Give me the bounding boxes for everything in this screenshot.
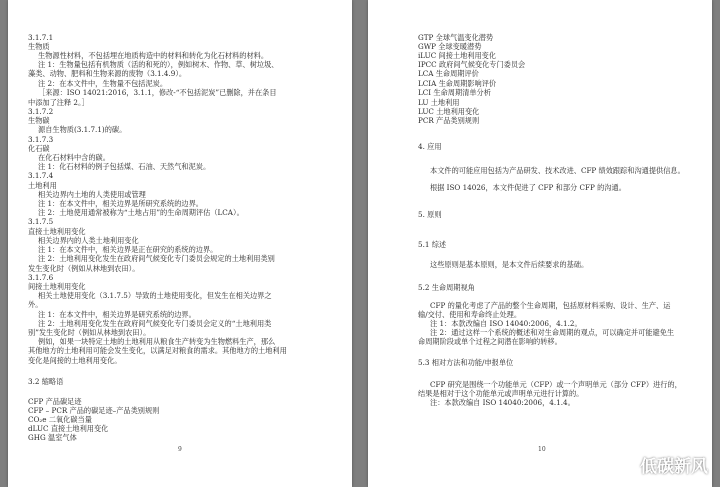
term-heading: 间接土地利用变化: [28, 282, 86, 291]
note-text: 注 2：土地利用变化发生在政府间气候变化专门委员会规定的土地利用类别: [38, 254, 275, 263]
clause-number: 3.1.7.6: [28, 273, 54, 282]
term-heading: 直接土地利用变化: [28, 227, 86, 236]
note-text: 注 2：在本文件中，生物量不包括泥炭。: [38, 79, 168, 88]
note-text: 注 2：土地利用变化发生在政府间气候变化专门委员会定义的“土地利用类: [38, 319, 272, 328]
document-page-10: [368, 0, 712, 487]
body-paragraph: 根据 ISO 14026，本文件促进了 CFP 和部分 CFP 的沟通。: [430, 183, 626, 192]
abbreviation-item: LCI 生命周期清单分析: [418, 88, 491, 97]
source-text: 中添加了注释 2。］: [28, 98, 89, 107]
note-text: 注 1：在本文件中，相关边界是研究系统的边界。: [38, 310, 196, 319]
clause-number: 3.1.7.1: [28, 33, 54, 42]
note-text: 注 1：在本文件中，相关边界是所研究系统的边界。: [38, 199, 203, 208]
note-text: 注 1：本款改编自 ISO 14040:2006，4.1.2。: [430, 319, 582, 328]
body-paragraph: 输/交付、使用和寿命终止处理。: [418, 310, 522, 319]
abbreviation-item: GHG 温室气体: [28, 433, 77, 442]
example-text: 其他地方的土地利用可能会发生变化，以满足对粮食的需求。其他地方的土地利用: [28, 346, 287, 355]
definition-text: 在化石材料中含的碳。: [38, 153, 110, 162]
abbreviation-item: iLUC 间接土地利用变化: [418, 51, 497, 60]
example-text: 例如，如果一块特定土地的土地利用从粮食生产转变为生物燃料生产，那么: [38, 337, 276, 346]
term-heading: 化石碳: [28, 144, 50, 153]
note-text: 藻类、动物、肥料和生物来源的废物（3.1.4.9）。: [28, 69, 187, 78]
watermark-text: 低碳新风: [640, 457, 708, 477]
subsection-heading: 5.1 综述: [418, 240, 447, 249]
term-heading: 生物碳: [28, 116, 50, 125]
definition-text: 源自生物质(3.1.7.1)的碳。: [38, 125, 127, 134]
abbreviation-item: LUC 土地利用变化: [418, 107, 480, 116]
clause-number: 3.1.7.2: [28, 107, 54, 116]
term-heading: 生物质: [28, 42, 50, 51]
definition-text: 相关土地使用变化（3.1.7.5）导致的土地使用变化，但发生在相关边界之: [38, 291, 272, 300]
clause-number: 3.1.7.5: [28, 217, 54, 226]
section-heading: 4. 应用: [418, 142, 442, 151]
definition-text: 相关边界内土地的人类使用或管理: [38, 190, 146, 199]
weibo-style-logo-icon: [616, 456, 636, 474]
example-text: 变化是间接的土地利用变化。: [28, 356, 122, 365]
page-number: 9: [178, 446, 182, 453]
abbreviation-item: LCA 生命周期评价: [418, 69, 479, 78]
page-number: 10: [538, 446, 546, 453]
note-text: 注 1：在本文件中，相关边界是正在研究的系统的边界。: [38, 245, 218, 254]
note-text: 注 1：化石材料的例子包括煤、石油、天然气和泥炭。: [38, 162, 211, 171]
body-paragraph: 这些原则是基本原则，是本文件后续要求的基础。: [430, 260, 589, 269]
section-heading: 5. 原则: [418, 210, 442, 219]
watermark: [616, 452, 708, 477]
body-paragraph: CFP 研究是围绕一个功能单元（CFP）或一个声明单元（部分 CFP）进行的，: [430, 380, 682, 389]
note-text: 注 1：生物量包括有机物质（活的和死的），例如树木、作物、草、树垃圾、: [38, 60, 279, 69]
document-page-9: [8, 0, 352, 487]
abbreviation-item: dLUC 直接土地利用变化: [28, 424, 109, 433]
section-heading: 3.2 缩略语: [28, 377, 64, 386]
note-text: 发生变化时（例如从林地到农田）。: [28, 264, 140, 273]
abbreviation-item: CFP – PCR 产品的碳足迹–产品类别规则: [28, 406, 160, 415]
abbreviation-item: LCIA 生命周期影响评价: [418, 79, 497, 88]
body-paragraph: CFP 的量化考虑了产品的整个生命周期，包括原材料采购、设计、生产、运: [430, 301, 671, 310]
abbreviation-item: LU 土地利用: [418, 98, 460, 107]
abbreviation-item: PCR 产品类别规则: [418, 116, 480, 125]
body-paragraph: 本文件的可能应用包括为产品研发、技术改进、CFP 绩效跟踪和沟通提供信息。: [430, 166, 685, 175]
note-text: 命周期阶段或单个过程之间潜在影响的转移。: [418, 337, 562, 346]
note-text: 注 2：土地使用通常被称为“土地占用”的生命周期评估（LCA）。: [38, 208, 244, 217]
subsection-heading: 5.3 相对方法和功能/申报单位: [418, 358, 514, 367]
definition-text: 生物源性材料，不包括埋在地质构造中的材料和转化为化石材料的材料。: [38, 51, 269, 60]
term-heading: 土地利用: [28, 181, 57, 190]
clause-number: 3.1.7.4: [28, 171, 54, 180]
subsection-heading: 5.2 生命周期视角: [418, 283, 475, 292]
clause-number: 3.1.7.3: [28, 135, 54, 144]
source-text: ［来源：ISO 14021:2016，3.1.1，修改-“不包括泥炭”已删除，并在条目: [38, 88, 277, 97]
note-text: 注 2：通过这样一个系统的概述和对生命周期的观点，可以确定并可能避免生: [430, 328, 675, 337]
abbreviation-item: GTP 全球气温变化潜势: [418, 33, 494, 42]
definition-text: 相关边界内的人类土地利用变化: [38, 236, 139, 245]
abbreviation-item: IPCC 政府间气候变化专门委员会: [418, 60, 526, 69]
note-text: 注：本款改编自 ISO 14040:2006，4.1.4。: [430, 398, 575, 407]
abbreviation-item: CFP 产品碳足迹: [28, 397, 82, 406]
note-text: 别”发生变化时（例如从林地到农田）。: [28, 328, 151, 337]
abbreviation-item: CO₂e 二氧化碳当量: [28, 415, 92, 424]
body-paragraph: 结果是相对于这个功能单元或声明单元进行计算的。: [418, 389, 584, 398]
definition-text: 外。: [28, 300, 43, 309]
abbreviation-item: GWP 全球变暖潜势: [418, 42, 482, 51]
